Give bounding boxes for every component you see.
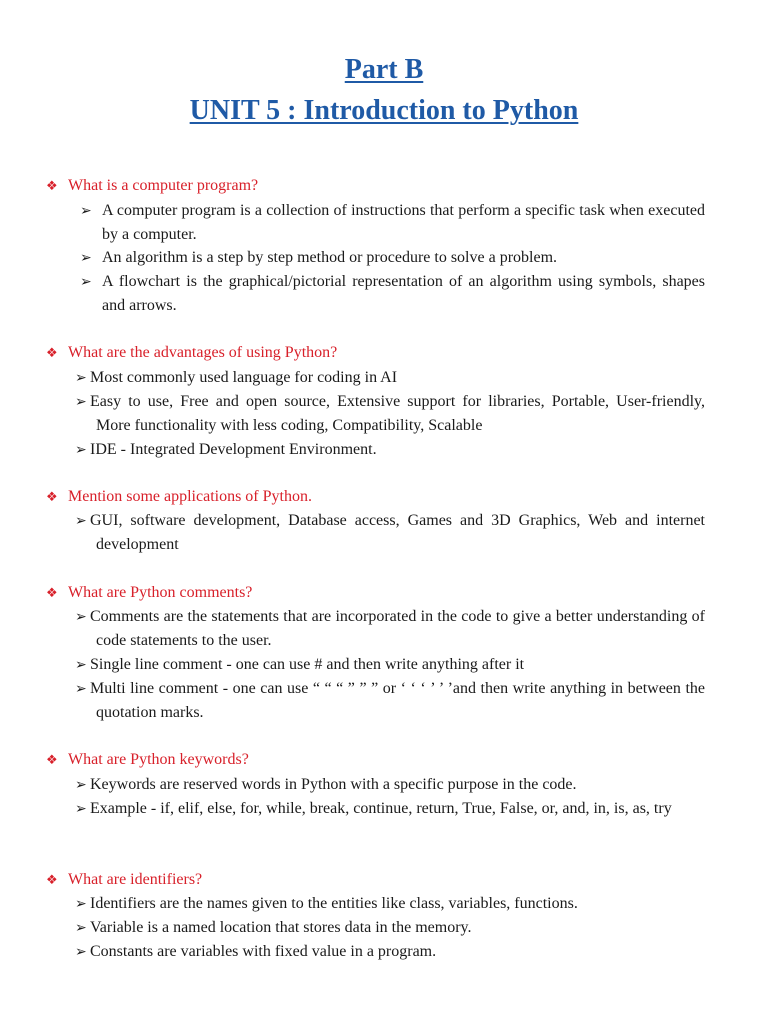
arrowhead-bullet-icon: ➢ — [75, 920, 87, 936]
answer-item — [75, 797, 705, 821]
arrowhead-bullet-icon: ➢ — [75, 777, 87, 793]
answer-item — [80, 246, 705, 270]
answer-text: GUI, software development, Database access, Games and 3D Graphics, Web and internet development — [90, 512, 705, 553]
answer-item — [75, 390, 705, 438]
arrowhead-bullet-icon: ➢ — [75, 609, 87, 625]
question-text: What are the advantages of using Python? — [68, 344, 338, 361]
question-text: What are Python comments? — [68, 584, 253, 601]
arrowhead-bullet-icon: ➢ — [80, 250, 92, 266]
question-text: Mention some applications of Python. — [68, 488, 312, 505]
answer-text: Variable is a named location that stores data in the memory. — [90, 919, 472, 936]
unit-title: UNIT 5 : Introduction to Python — [189, 95, 579, 126]
arrowhead-bullet-icon: ➢ — [75, 370, 87, 386]
question-text: What is a computer program? — [68, 177, 259, 194]
arrowhead-bullet-icon: ➢ — [75, 394, 87, 410]
diamond-bullet-icon: ❖ — [46, 179, 58, 194]
answer-item — [75, 438, 705, 462]
answer-text: Comments are the statements that are incorporated in the code to give a better understanding of code statements to the user. — [90, 608, 705, 649]
answer-text: Most commonly used language for coding in AI — [90, 369, 398, 386]
answer-item — [75, 916, 705, 940]
diamond-bullet-icon: ❖ — [46, 490, 58, 505]
answer-item — [75, 509, 705, 557]
answer-text: Single line comment - one can use # and then write anything after it — [90, 656, 525, 673]
arrowhead-bullet-icon: ➢ — [80, 274, 92, 290]
answer-item — [75, 366, 705, 390]
arrowhead-bullet-icon: ➢ — [75, 513, 87, 529]
arrowhead-bullet-icon: ➢ — [75, 657, 87, 673]
question-heading — [46, 341, 337, 365]
answer-text: An algorithm is a step by step method or procedure to solve a problem. — [102, 249, 558, 266]
arrowhead-bullet-icon: ➢ — [75, 681, 87, 697]
answer-item — [75, 773, 705, 797]
question-heading — [46, 868, 202, 892]
answer-text: Identifiers are the names given to the entities like class, variables, functions. — [90, 895, 578, 912]
answer-text: A computer program is a collection of instructions that perform a specific task when executed by a computer. — [102, 202, 705, 243]
answer-text: IDE - Integrated Development Environment. — [90, 441, 377, 458]
answer-text: Constants are variables with fixed value in a program. — [90, 943, 437, 960]
diamond-bullet-icon: ❖ — [46, 753, 58, 768]
diamond-bullet-icon: ❖ — [46, 586, 58, 601]
arrowhead-bullet-icon: ➢ — [75, 944, 87, 960]
arrowhead-bullet-icon: ➢ — [80, 203, 92, 219]
answer-item — [75, 892, 705, 916]
arrowhead-bullet-icon: ➢ — [75, 442, 87, 458]
answer-text: A flowchart is the graphical/pictorial representation of an algorithm using symbols, shapes and arrows. — [102, 273, 705, 314]
question-heading — [46, 581, 252, 605]
question-text: What are identifiers? — [68, 871, 203, 888]
answer-text: Example - if, elif, else, for, while, break, continue, return, True, False, or, and, in, is, as, try — [90, 800, 672, 817]
answer-item — [75, 677, 705, 725]
answer-item — [80, 199, 705, 247]
answer-text: Easy to use, Free and open source, Extensive support for libraries, Portable, User-friendly, More functionality with less coding, Compatibility, Scalable — [90, 393, 705, 434]
question-heading — [46, 174, 258, 198]
question-heading — [46, 485, 312, 509]
answer-item — [75, 605, 705, 653]
answer-item — [75, 653, 705, 677]
diamond-bullet-icon: ❖ — [46, 873, 58, 888]
part-title: Part B — [344, 54, 424, 85]
answer-item — [80, 270, 705, 318]
answer-item — [75, 940, 705, 964]
question-heading — [46, 748, 249, 772]
answer-text: Keywords are reserved words in Python with a specific purpose in the code. — [90, 776, 577, 793]
arrowhead-bullet-icon: ➢ — [75, 801, 87, 817]
question-text: What are Python keywords? — [68, 751, 249, 768]
arrowhead-bullet-icon: ➢ — [75, 896, 87, 912]
diamond-bullet-icon: ❖ — [46, 346, 58, 361]
answer-text: Multi line comment - one can use “ “ “ ” ” ” or ‘ ‘ ‘ ’ ’ ’and then write anything in between the quotation marks. — [90, 680, 705, 721]
